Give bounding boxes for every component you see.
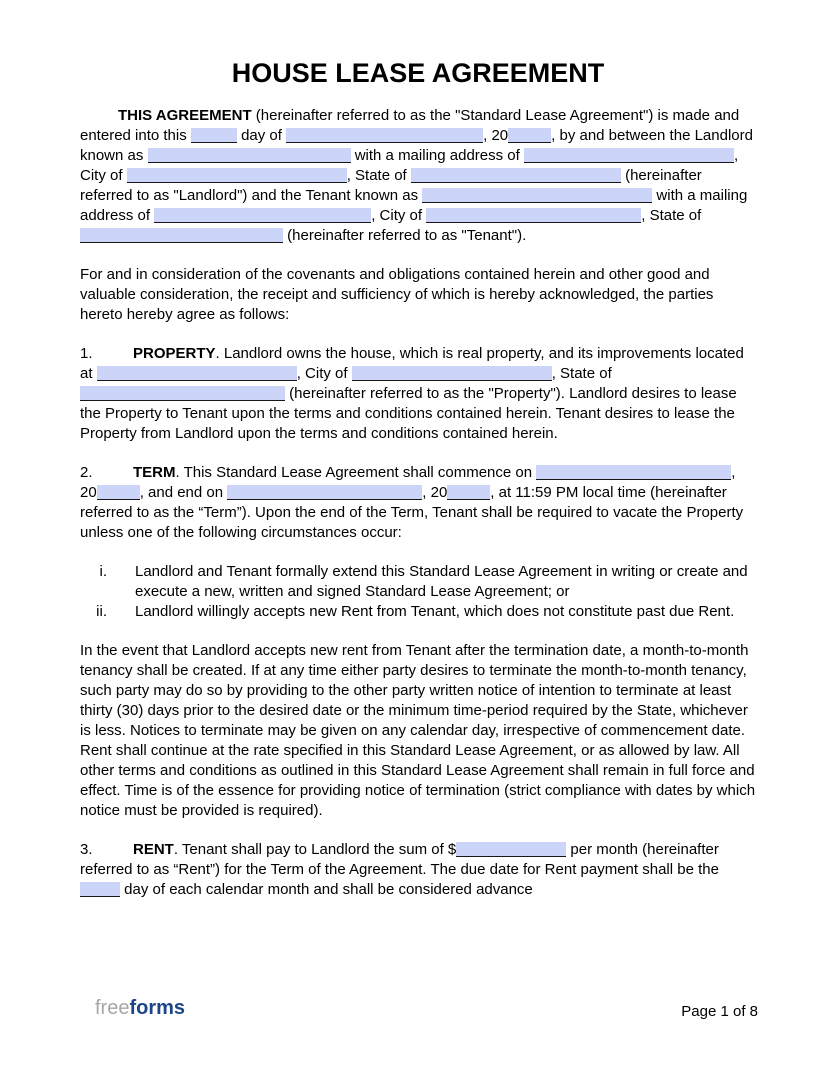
form-blank-field[interactable] — [508, 128, 551, 143]
form-blank-field[interactable] — [80, 882, 120, 897]
form-blank-field[interactable] — [154, 208, 371, 223]
numbered-section: 2. TERM. This Standard Lease Agreement shall commence on , 20 , and end on , 20 , at 11:59 PM local time (hereinafter referred to as the “Term”). Upon the end of the Term, Tenant shall be required to vacate the Property unless one of the following circumstances occur: — [80, 464, 744, 541]
sublist-marker: ii. — [96, 603, 107, 620]
sublist-item — [80, 602, 756, 622]
document-title: HOUSE LEASE AGREEMENT — [231, 58, 605, 88]
sublist-text: Landlord willingly accepts new Rent from Tenant, which does not constitute past due Rent. — [135, 603, 735, 620]
sublist-text: Landlord and Tenant formally extend this Standard Lease Agreement in writing or create and execute a new, written and signed Standard Lease Agreement; or — [135, 563, 748, 600]
form-blank-field[interactable] — [422, 188, 652, 203]
freeforms-logo — [95, 996, 185, 1020]
sublist-item — [80, 562, 756, 602]
form-blank-field[interactable] — [191, 128, 237, 143]
form-blank-field[interactable] — [411, 168, 621, 183]
form-blank-field[interactable] — [286, 128, 483, 143]
bold-text: PROPERTY — [133, 345, 216, 362]
logo-text-free: free — [95, 997, 130, 1019]
bold-text: TERM — [133, 464, 176, 481]
numbered-section: 1. PROPERTY. Landlord owns the house, which is real property, and its improvements located at , City of , State of (hereinafter referred to as the "Property"). Landlord desires to lease the Property to Tenant upon the terms and conditions contained herein. Tenant desires to lease the Property from Landlord upon the terms and conditions contained herein. — [80, 345, 744, 442]
form-blank-field[interactable] — [127, 168, 347, 183]
form-blank-field[interactable] — [80, 386, 285, 401]
form-blank-field[interactable] — [97, 366, 297, 381]
numbered-section: 3. RENT. Tenant shall pay to Landlord the sum of $ per month (hereinafter referred to as “Rent”) for the Term of the Agreement. The due date for Rent payment shall be the day of each calendar month and shall be considered advance — [80, 841, 719, 898]
form-blank-field[interactable] — [97, 485, 140, 500]
logo-text-forms: forms — [129, 997, 186, 1019]
form-blank-field[interactable] — [227, 485, 422, 500]
paragraph: In the event that Landlord accepts new rent from Tenant after the termination date, a month-to-month tenancy shall be created. If at any time either party desires to terminate the month-to-month tenancy, such party may do so by providing to the other party written notice of intention to terminate at least thirty (30) days prior to the desired date or the minimum time-period required by the State, whichever is less. Notices to terminate may be given on any calendar day, irrespective of commencement date. Rent shall continue at the rate specified in this Standard Lease Agreement, or as allowed by law. All other terms and conditions as outlined in this Standard Lease Agreement shall remain in full force and effect. Time is of the essence for providing notice of termination (strict compliance with dates by which notice must be provided is required). — [80, 642, 756, 819]
page-number: Page 1 of 8 — [681, 1003, 758, 1020]
bold-text: RENT — [133, 841, 174, 858]
bold-text: THIS AGREEMENT — [118, 107, 252, 124]
section-number: 3. — [80, 841, 93, 858]
form-blank-field[interactable] — [456, 842, 566, 857]
section-number: 1. — [80, 345, 93, 362]
paragraph: For and in consideration of the covenants and obligations contained herein and other good and valuable consideration, the receipt and sufficiency of which is hereby acknowledged, the parties hereto hereby agree as follows: — [80, 266, 714, 323]
form-blank-field[interactable] — [148, 148, 351, 163]
page-content — [80, 0, 756, 919]
paragraph: THIS AGREEMENT (hereinafter referred to as the "Standard Lease Agreement") is made and entered into this day of , 20 , by and between the Landlord known as with a mailing address of , City of , State of (hereinafter referred to as "Landlord") and the Tenant known as with a mailing address of , City of , State of (hereinafter referred to as "Tenant"). — [80, 107, 753, 244]
form-blank-field[interactable] — [426, 208, 641, 223]
form-blank-field[interactable] — [536, 465, 731, 480]
sublist-marker: i. — [99, 563, 107, 580]
form-blank-field[interactable] — [524, 148, 734, 163]
form-blank-field[interactable] — [352, 366, 552, 381]
section-number: 2. — [80, 464, 93, 481]
form-blank-field[interactable] — [80, 228, 283, 243]
form-blank-field[interactable] — [447, 485, 490, 500]
numbered-sublist — [80, 562, 756, 622]
document-body — [80, 106, 756, 900]
